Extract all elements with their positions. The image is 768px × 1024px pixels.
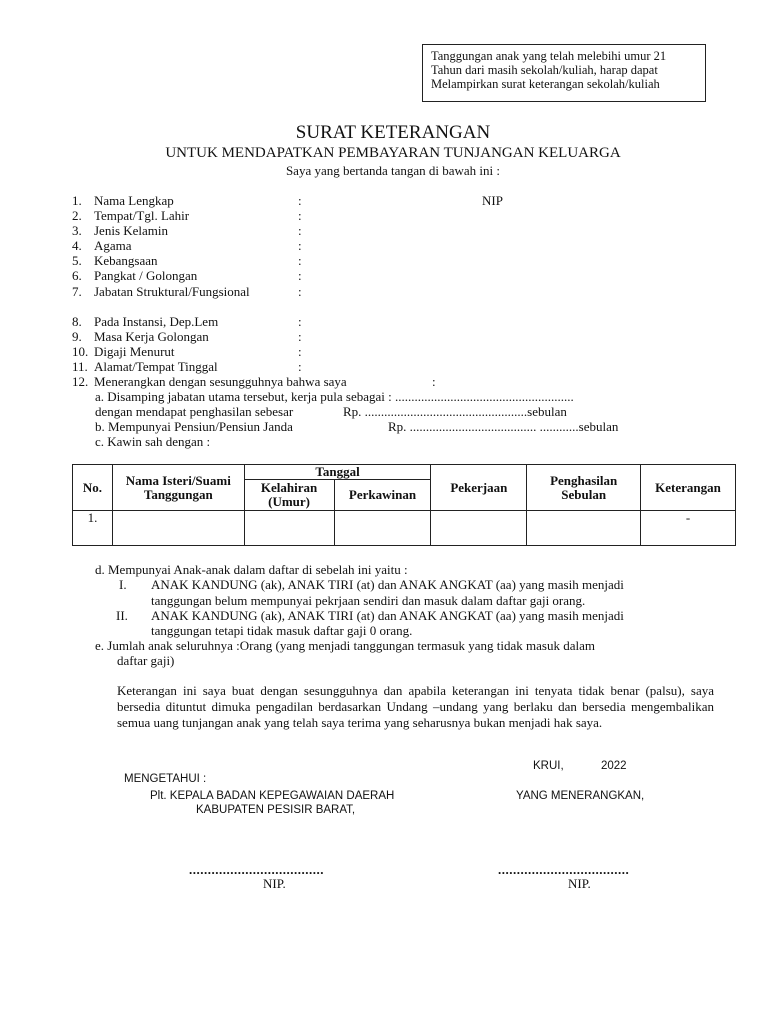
note-box bbox=[422, 44, 706, 102]
document-title: SURAT KETERANGAN bbox=[295, 122, 491, 143]
field-label: Jenis Kelamin bbox=[94, 223, 169, 238]
header-no: No. bbox=[73, 465, 113, 511]
header-perkawinan: Perkawinan bbox=[334, 480, 431, 511]
item-d-ii-line1: ANAK KANDUNG (ak), ANAK TIRI (at) dan ANAK ANGKAT (aa) yang masih menjadi bbox=[151, 608, 624, 623]
cell-keterangan: - bbox=[641, 511, 736, 546]
item-12-colon: : bbox=[432, 374, 436, 389]
field-row: 8. Pada Instansi, Dep.Lem bbox=[72, 314, 299, 329]
cell-penghasilan bbox=[527, 511, 641, 546]
field-label: Kebangsaan bbox=[94, 253, 158, 268]
field-label: Jabatan Struktural/Fungsional bbox=[94, 284, 250, 299]
right-signature-line: ................................... bbox=[498, 862, 630, 877]
field-colon: : bbox=[298, 223, 302, 238]
item-12a-line2-left: dengan mendapat penghasilan sebesar bbox=[95, 404, 294, 419]
header-penghasilan: Penghasilan Sebulan bbox=[527, 465, 641, 511]
field-label: Tempat/Tgl. Lahir bbox=[94, 208, 190, 223]
right-nip: NIP. bbox=[568, 876, 591, 891]
item-12a-line2-right: Rp. ..................................................sebulan bbox=[343, 404, 567, 419]
field-row: 10. Digaji Menurut bbox=[72, 344, 299, 359]
field-label: Pangkat / Golongan bbox=[94, 268, 198, 283]
cell-kelahiran bbox=[244, 511, 334, 546]
field-row: 1. Nama Lengkap bbox=[72, 193, 299, 208]
field-colon: : bbox=[298, 284, 302, 299]
intro-text: Saya yang bertanda tangan di bawah ini : bbox=[285, 163, 501, 178]
item-e-line2: daftar gaji) bbox=[117, 653, 175, 668]
item-12-text: Menerangkan dengan sesungguhnya bahwa saya bbox=[94, 374, 347, 389]
field-label: Nama Lengkap bbox=[94, 193, 174, 208]
field-row: 2. Tempat/Tgl. Lahir bbox=[72, 208, 299, 223]
item-12: 12. Menerangkan dengan sesungguhnya bahwa saya bbox=[72, 374, 347, 389]
item-d-ii-line2: tanggungan tetapi tidak masuk daftar gaji 0 orang. bbox=[151, 623, 413, 638]
cell-no: 1. bbox=[73, 511, 113, 546]
item-d-ii-num: II. bbox=[116, 608, 128, 623]
note-line-1: Tanggungan anak yang telah melebihi umur 21 bbox=[431, 49, 667, 63]
field-colon: : bbox=[298, 193, 302, 208]
field-row: 9. Masa Kerja Golongan bbox=[72, 329, 299, 344]
item-12b-left: b. Mempunyai Pensiun/Pensiun Janda bbox=[95, 419, 293, 434]
item-d-i-line2: tanggungan belum mempunyai pekrjaan sendiri dan masuk dalam daftar gaji orang. bbox=[151, 593, 586, 608]
header-tanggal: Tanggal bbox=[244, 465, 431, 480]
cell-nama bbox=[112, 511, 244, 546]
item-12c: c. Kawin sah dengan : bbox=[95, 434, 211, 449]
field-row: 7. Jabatan Struktural/Fungsional bbox=[72, 284, 299, 299]
spouse-table bbox=[72, 464, 736, 546]
declarant-label: YANG MENERANGKAN, bbox=[516, 790, 645, 802]
cell-pekerjaan bbox=[431, 511, 527, 546]
field-label: Agama bbox=[94, 238, 132, 253]
field-colon: : bbox=[298, 329, 302, 344]
field-row: 5. Kebangsaan bbox=[72, 253, 299, 268]
field-row: 6. Pangkat / Golongan bbox=[72, 268, 299, 283]
mengetahui-label: MENGETAHUI : bbox=[124, 773, 207, 785]
field-row: 4. Agama bbox=[72, 238, 299, 253]
official-title-line1: Plt. KEPALA BADAN KEPEGAWAIAN DAERAH bbox=[150, 790, 395, 802]
item-d-i-num: I. bbox=[119, 577, 127, 592]
left-signature-line: .................................... bbox=[189, 862, 324, 877]
left-nip: NIP. bbox=[263, 876, 286, 891]
official-title-line2: KABUPATEN PESISIR BARAT, bbox=[196, 804, 356, 816]
field-colon: : bbox=[298, 253, 302, 268]
field-colon: : bbox=[298, 344, 302, 359]
field-row: 3. Jenis Kelamin bbox=[72, 223, 299, 238]
statement-paragraph: Keterangan ini saya buat dengan sesungguhnya dan apabila keterangan ini tenyata tidak benar (palsu), saya bersedia dituntut dimuka pengadilan berdasarkan Undang –undang yang berlaku dan bersedia mengembalikan semua uang tunjangan anak yang telah saya terima yang seharusnya bukan menjadi hak saya. bbox=[117, 683, 714, 730]
table-header-row bbox=[73, 465, 736, 480]
header-nama: Nama Isteri/Suami Tanggungan bbox=[112, 465, 244, 511]
document-subtitle: UNTUK MENDAPATKAN PEMBAYARAN TUNJANGAN KELUARGA bbox=[165, 145, 621, 161]
header-kelahiran: Kelahiran (Umur) bbox=[244, 480, 334, 511]
field-label: Masa Kerja Golongan bbox=[94, 329, 209, 344]
item-12a-line1: a. Disamping jabatan utama tersebut, kerja pula sebagai : ....................................................... bbox=[95, 389, 574, 404]
sign-year: 2022 bbox=[601, 760, 627, 772]
header-keterangan: Keterangan bbox=[641, 465, 736, 511]
field-label: Alamat/Tempat Tinggal bbox=[94, 359, 218, 374]
header-pekerjaan: Pekerjaan bbox=[431, 465, 527, 511]
item-e-line1: e. Jumlah anak seluruhnya :Orang (yang menjadi tanggungan termasuk yang tidak masuk dalam bbox=[95, 638, 595, 653]
cell-perkawinan bbox=[334, 511, 431, 546]
item-12b-right: Rp. ....................................... ............sebulan bbox=[388, 419, 619, 434]
field-colon: : bbox=[298, 268, 302, 283]
field-row: 11. Alamat/Tempat Tinggal bbox=[72, 359, 299, 374]
field-label: Digaji Menurut bbox=[94, 344, 175, 359]
field-colon: : bbox=[298, 208, 302, 223]
field-colon: : bbox=[298, 359, 302, 374]
item-d-i-line1: ANAK KANDUNG (ak), ANAK TIRI (at) dan ANAK ANGKAT (aa) yang masih menjadi bbox=[151, 577, 624, 592]
sign-place: KRUI, bbox=[533, 760, 564, 772]
item-d: d. Mempunyai Anak-anak dalam daftar di sebelah ini yaitu : bbox=[95, 562, 408, 577]
note-line-2: Tahun dari masih sekolah/kuliah, harap dapat bbox=[431, 63, 658, 77]
field-colon: : bbox=[298, 238, 302, 253]
note-line-3: Melampirkan surat keterangan sekolah/kuliah bbox=[431, 77, 660, 91]
field-label: Pada Instansi, Dep.Lem bbox=[94, 314, 219, 329]
nip-label: NIP bbox=[482, 193, 503, 208]
table-row bbox=[73, 511, 736, 546]
field-colon: : bbox=[298, 314, 302, 329]
